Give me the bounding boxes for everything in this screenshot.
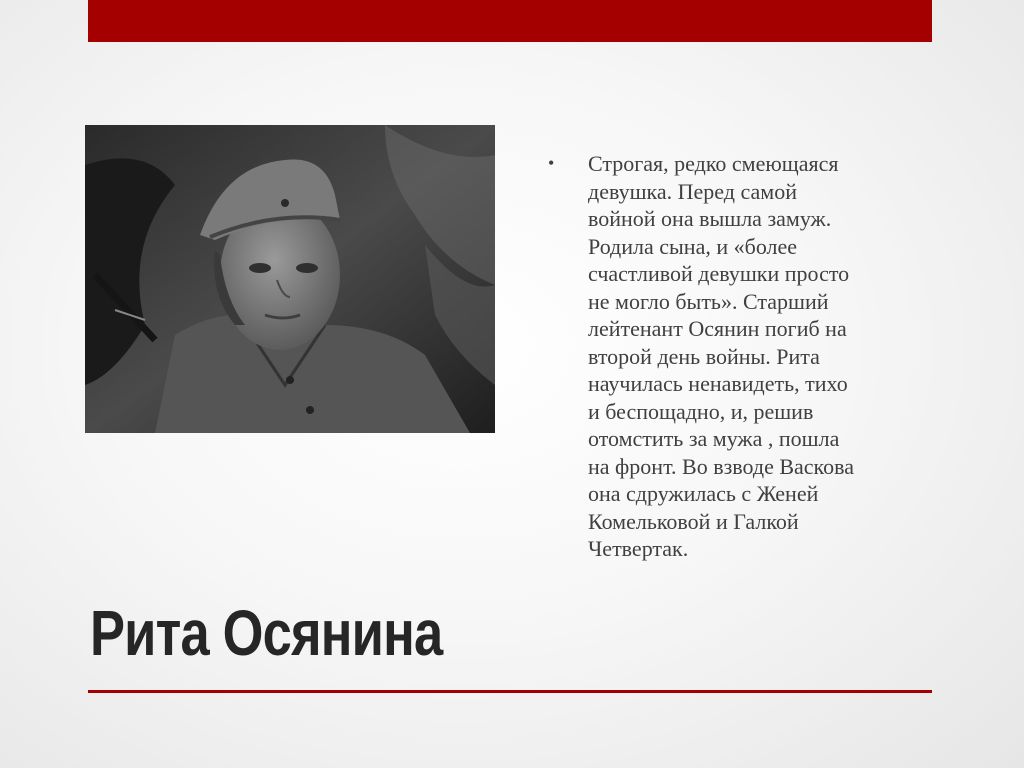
portrait-photo: [85, 125, 495, 433]
list-item: [548, 150, 943, 563]
portrait-illustration: [85, 125, 495, 433]
bullet-marker: •: [548, 153, 555, 173]
bullet-text: Строгая, редко смеющаяся девушка. Перед самой войной она вышла замуж. Родила сына, и «более счастливой девушки просто не могло быть». Старший лейтенант Осянин погиб на второй день войны. Рита научилась ненавидеть, тихо и беспощадно, и, решив отомстить за мужа , пошла на фронт. Во взводе Васкова она сдружилась с Женей Комельковой и Галкой Четвертак.: [588, 151, 854, 561]
bullet-list: [548, 150, 943, 563]
slide-title: Рита Осянина: [90, 597, 443, 669]
top-accent-bar: [88, 0, 932, 42]
title-underline: [88, 690, 932, 693]
